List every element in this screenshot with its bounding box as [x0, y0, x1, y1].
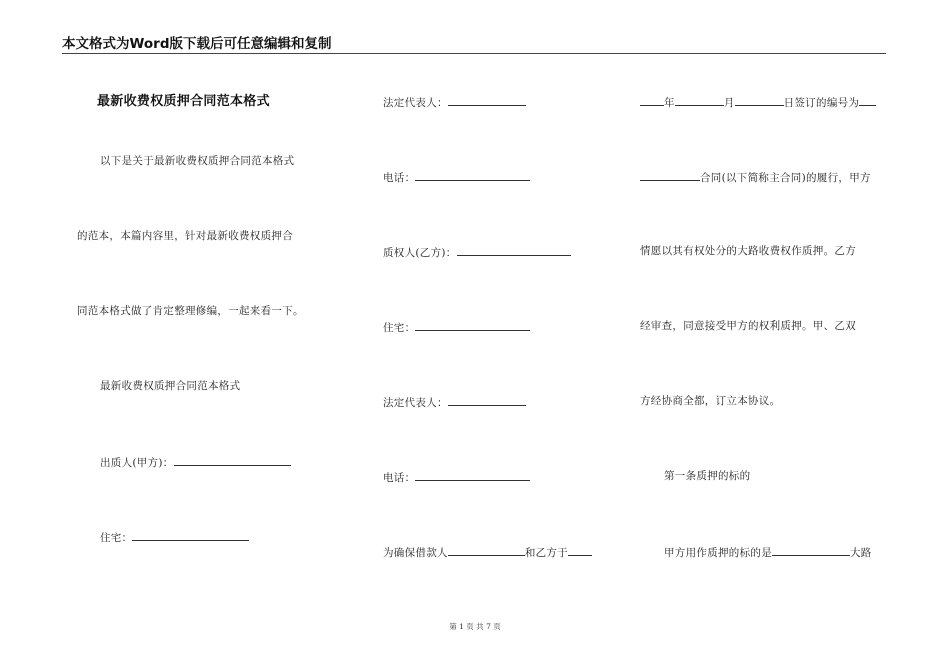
phone-blank [415, 169, 530, 181]
year-text: 年 [664, 97, 675, 109]
article-1-body: 甲方用作质押的标的是 [664, 547, 772, 559]
legal-rep-blank [448, 94, 526, 106]
document-title: 最新收费权质押合同范本格式 [97, 94, 270, 109]
page-label-1: 第 [449, 622, 457, 631]
main-contract-text: 合同(以下简称主合同)的履行，甲方 [700, 172, 871, 184]
legal-rep2-field [383, 394, 526, 410]
intro-line-3: 同范本格式做了肯定整理修编，一起来看一下。 [77, 305, 304, 317]
page-footer [0, 622, 950, 632]
loan-text-2: 和乙方于 [524, 547, 569, 559]
pledgor-label: 出质人(甲方)： [100, 457, 174, 469]
loan-year-blank [568, 544, 592, 556]
legal-rep2-label: 法定代表人： [383, 397, 448, 409]
month-text: 月 [723, 97, 735, 109]
page-header: 本文格式为Word版下载后可任意编辑和复制 [62, 36, 332, 52]
main-contract-line [640, 169, 871, 185]
month-blank [675, 94, 724, 106]
legal-rep2-blank [448, 394, 526, 406]
pledge-object-blank [772, 544, 850, 556]
day-blank [735, 94, 784, 106]
pledgee-address-field [383, 319, 530, 335]
signing-date-line [640, 94, 876, 110]
page-label-2: 页 共 [466, 622, 484, 631]
pledgor-address-label: 住宅： [100, 532, 133, 544]
page-number: 1 [459, 622, 464, 631]
intro-line-2: 的范本，本篇内容里，针对最新收费权质押合 [77, 230, 293, 242]
contract-subtitle: 最新收费权质押合同范本格式 [100, 380, 241, 392]
body-line-4: 经审查，同意接受甲方的权利质押。甲、乙双 [640, 320, 856, 332]
year-blank [640, 94, 664, 106]
intro-line-1: 以下是关于最新收费权质押合同范本格式 [100, 155, 295, 167]
body-line-5: 方经协商全都，订立本协议。 [640, 395, 781, 407]
pledgor-address-field [100, 529, 249, 545]
article-1-text [664, 544, 872, 560]
pledgee-blank [457, 244, 571, 256]
borrower-blank [448, 544, 525, 556]
pledgee-field [383, 244, 571, 260]
phone2-label: 电话： [383, 472, 416, 484]
pledgee-address-blank [415, 319, 530, 331]
pledgor-field [100, 454, 291, 470]
pledgor-blank [174, 454, 291, 466]
body-line-3: 情愿以其有权处分的大路收费权作质押。乙方 [640, 245, 856, 257]
legal-rep-field [383, 94, 526, 110]
header-divider [62, 53, 886, 54]
loan-text-1: 为确保借款人 [383, 547, 448, 559]
contract-number-blank [859, 94, 876, 106]
article-1-title: 第一条质押的标的 [664, 470, 751, 482]
phone2-blank [415, 469, 530, 481]
phone-label: 电话： [383, 172, 416, 184]
phone-field [383, 169, 530, 185]
main-contract-blank [640, 169, 700, 181]
phone2-field [383, 469, 530, 485]
page-label-3: 页 [493, 622, 501, 631]
loan-clause [383, 544, 592, 560]
pledgee-address-label: 住宅： [383, 322, 416, 334]
article-1-suffix: 大路 [850, 547, 872, 559]
legal-rep-label: 法定代表人： [383, 97, 448, 109]
contract-number-text: 日签订的编号为 [783, 97, 860, 109]
page-total: 7 [486, 622, 491, 631]
pledgor-address-blank [132, 529, 249, 541]
pledgee-label: 质权人(乙方)： [383, 247, 457, 259]
